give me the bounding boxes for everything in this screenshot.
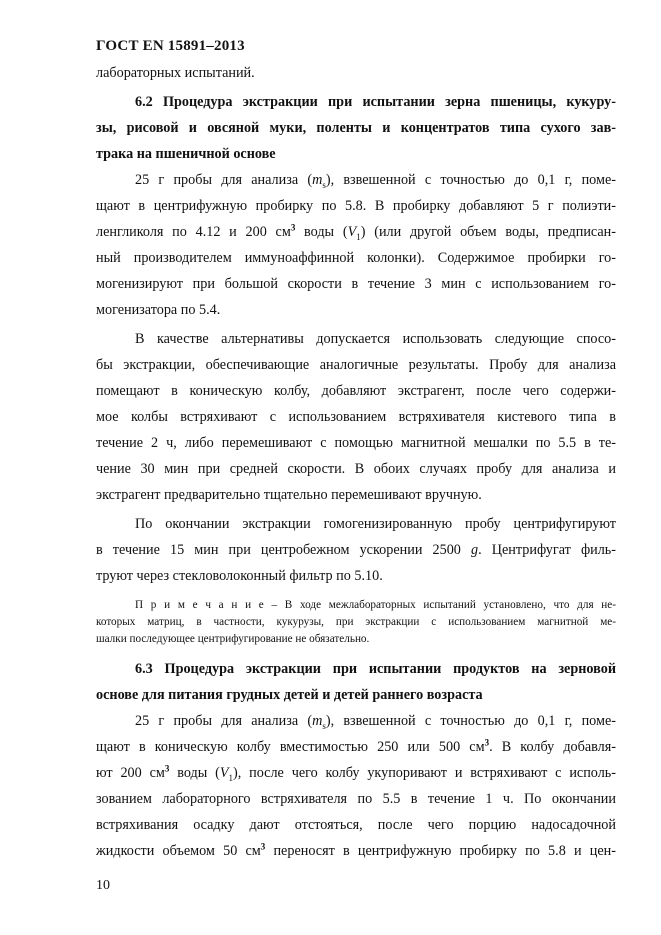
text-line-p4a xyxy=(135,711,616,731)
text-line-p1e xyxy=(96,274,616,294)
text-fragment: m xyxy=(312,713,323,729)
text-fragment: чение 30 мин при средней скорости. В обоих случаях пробу для анализа и xyxy=(96,461,616,477)
text-fragment: 3 xyxy=(164,763,170,774)
text-line-p1a xyxy=(135,170,616,190)
text-fragment: . Центрифугат филь- xyxy=(478,542,617,558)
text-fragment: экстрагент предварительно тщательно перемешивают вручную. xyxy=(96,487,482,503)
text-fragment: 6.3 Процедура экстракции при испытании продуктов на зерновой xyxy=(135,661,616,677)
text-fragment: лабораторных испытаний. xyxy=(96,65,255,81)
text-line-p4c xyxy=(96,763,616,783)
text-fragment: ) (или другой объем воды, предписан- xyxy=(360,224,616,240)
text-fragment: ют 200 см xyxy=(96,765,165,781)
text-fragment: 25 г пробы для анализа ( xyxy=(135,172,313,188)
text-line-p4b xyxy=(96,737,616,757)
text-fragment: могенизатора по 5.4. xyxy=(96,302,221,318)
text-fragment: жидкости объемом 50 см xyxy=(96,843,261,859)
text-fragment: ный производителем иммуноаффинной колонки). Содержимое пробирки го- xyxy=(96,250,616,266)
text-fragment: V xyxy=(347,224,357,240)
text-fragment: V xyxy=(219,765,229,781)
text-line-p2c xyxy=(96,381,616,401)
text-fragment: ), взвешенной с точностью до 0,1 г, поме- xyxy=(325,172,616,188)
text-fragment: воды ( xyxy=(295,224,348,240)
text-line-p2g xyxy=(96,485,616,505)
text-line-p1b xyxy=(96,196,616,216)
text-fragment: основе для питания грудных детей и детей раннего возраста xyxy=(96,687,483,703)
text-line-p4d xyxy=(96,789,616,809)
text-line-n3 xyxy=(96,629,616,649)
text-fragment: g xyxy=(471,542,479,558)
text-fragment: течение 2 ч, либо перемешивают с помощью магнитной мешалки по 5.5 в те- xyxy=(96,435,616,451)
text-fragment: s xyxy=(322,179,326,190)
document-header: ГОСТ EN 15891–2013 xyxy=(96,38,245,54)
text-fragment: . В колбу добавля- xyxy=(489,739,617,755)
text-line-p1c xyxy=(96,222,616,242)
text-fragment: бы экстракции, обеспечивающие аналогичные результаты. Пробу для анализа xyxy=(96,357,616,373)
text-line-p3a xyxy=(135,514,616,534)
text-line-p3c xyxy=(96,566,616,586)
text-fragment: помещают в коническую колбу, добавляют экстрагент, после чего содержи- xyxy=(96,383,616,399)
text-fragment: зы, рисовой и овсяной муки, поленты и концентратов типа сухого зав- xyxy=(96,120,616,136)
text-fragment: могенизируют при большой скорости в течение 3 мин с использованием го- xyxy=(96,276,616,292)
text-fragment: в течение 15 мин при центробежном ускорении 2500 xyxy=(96,542,472,558)
text-fragment: мое колбы встряхивают с использованием встряхивателя кистевого типа в xyxy=(96,409,616,425)
text-fragment: 3 xyxy=(290,222,296,233)
text-line-p1f xyxy=(96,300,616,320)
text-fragment: 25 г пробы для анализа ( xyxy=(135,713,313,729)
text-line-p2e xyxy=(96,433,616,453)
text-line-p4e xyxy=(96,815,616,835)
text-line-p2a xyxy=(135,329,616,349)
text-line-p2d xyxy=(96,407,616,427)
text-fragment: 3 xyxy=(484,737,490,748)
text-fragment: встряхивания осадку дают отстояться, после чего порцию надосадочной xyxy=(96,817,616,833)
text-line-h62a xyxy=(135,92,616,112)
text-fragment: 1 xyxy=(356,231,361,242)
text-fragment: которых матриц, в частности, кукурузы, при экстракции с использованием магнитной ме- xyxy=(96,616,616,628)
text-fragment: щают в коническую колбу вместимостью 250 или 500 см xyxy=(96,739,485,755)
text-fragment: По окончании экстракции гомогенизированную пробу центрифугируют xyxy=(135,516,616,532)
text-line-h63b xyxy=(96,685,616,705)
text-fragment: переносят в центрифужную пробирку по 5.8 и цен- xyxy=(265,843,616,859)
text-fragment: шалки последующее центрифугирование не обязательно. xyxy=(96,633,370,645)
text-fragment: m xyxy=(312,172,323,188)
text-line-h62b xyxy=(96,118,616,138)
text-fragment: щают в центрифужную пробирку по 5.8. В пробирку добавляют 5 г полиэти- xyxy=(96,198,616,214)
text-fragment: трака на пшеничной основе xyxy=(96,146,276,162)
text-fragment: ), после чего колбу укупоривают и встряхивают с исполь- xyxy=(233,765,616,781)
text-fragment: 3 xyxy=(260,841,266,852)
text-fragment: труют через стекловолоконный фильтр по 5.10. xyxy=(96,568,383,584)
text-fragment: зованием лабораторного встряхивателя по 5.5 в течение 1 ч. По окончании xyxy=(96,791,616,807)
text-line-p1d xyxy=(96,248,616,268)
text-fragment: В качестве альтернативы допускается использовать следующие спосо- xyxy=(135,331,616,347)
page-number: 10 xyxy=(96,878,110,893)
text-line-p4f xyxy=(96,841,616,861)
text-line-h62c xyxy=(96,144,616,164)
text-fragment: П р и м е ч а н и е – В ходе межлабораторных испытаний установлено, что для не- xyxy=(135,599,616,611)
text-line-p3b xyxy=(96,540,616,560)
text-fragment: s xyxy=(322,720,326,731)
text-line-h63a xyxy=(135,659,616,679)
text-fragment: 6.2 Процедура экстракции при испытании зерна пшеницы, кукуру- xyxy=(135,94,616,110)
text-line-p2f xyxy=(96,459,616,479)
text-fragment: воды ( xyxy=(169,765,220,781)
text-line-l1 xyxy=(96,63,616,83)
text-fragment: ), взвешенной с точностью до 0,1 г, поме- xyxy=(325,713,616,729)
text-fragment: ленгликоля по 4.12 и 200 см xyxy=(96,224,291,240)
text-fragment: 1 xyxy=(228,772,234,783)
text-line-p2b xyxy=(96,355,616,375)
